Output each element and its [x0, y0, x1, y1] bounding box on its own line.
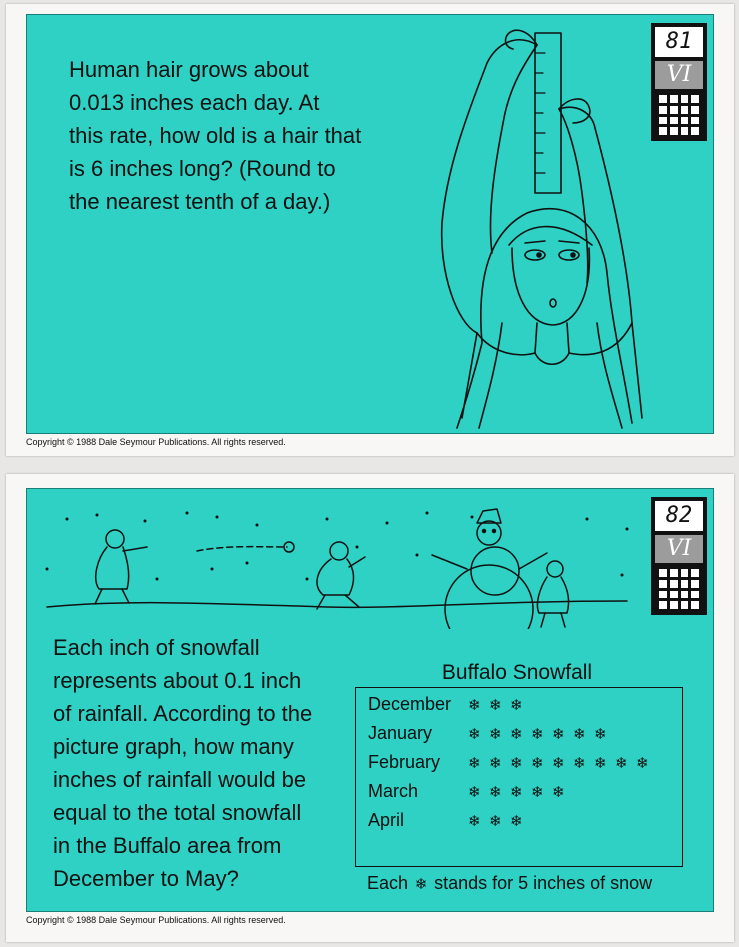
snowflake-icon: ❄ — [468, 755, 481, 772]
snowflake-icon: ❄ — [510, 813, 523, 830]
snowflake-icon: ❄ — [636, 755, 649, 772]
snowflake-icon: ❄ — [489, 697, 502, 714]
snowflake-icon: ❄ — [489, 726, 502, 743]
snowflake-icon: ❄ — [510, 784, 523, 801]
snowflake-icon: ❄ — [414, 876, 428, 893]
copyright-notice: Copyright © 1988 Dale Seymour Publications. All rights reserved. — [26, 915, 286, 925]
graph-snowflakes — [468, 810, 531, 831]
graph-month-label: March — [368, 781, 419, 801]
problem-card-82 — [6, 474, 734, 942]
snowflake-icon: ❄ — [531, 755, 544, 772]
snowflake-icon: ❄ — [531, 784, 544, 801]
snowflake-icon: ❄ — [489, 755, 502, 772]
graph-snowflakes — [468, 723, 615, 744]
card-panel — [26, 14, 714, 434]
snowflake-icon: ❄ — [468, 784, 481, 801]
card-number: 82 — [655, 501, 703, 531]
snowflake-icon: ❄ — [468, 813, 481, 830]
snowflake-icon: ❄ — [552, 784, 565, 801]
problem-card-81 — [6, 4, 734, 456]
question-text: Each inch of snowfall represents about 0.1 inch of rainfall. According to the picture graph, how many inches of rainfall would be equal to the total snowfall in the Buffalo area from December to May? — [53, 635, 313, 891]
picture-graph — [355, 687, 683, 867]
question-text: Human hair grows about 0.013 inches each day. At this rate, how old is a hair that is 6 inches long? (Round to the nearest tenth of a day.) — [69, 57, 362, 214]
card-number-badge — [651, 23, 707, 141]
legend-prefix: Each — [367, 873, 409, 893]
graph-month-label: December — [368, 694, 452, 714]
copyright-notice: Copyright © 1988 Dale Seymour Publications. All rights reserved. — [26, 437, 286, 447]
snowflake-icon: ❄ — [489, 784, 502, 801]
legend-suffix: stands for 5 inches of snow — [434, 873, 653, 893]
card-level: VI — [655, 61, 703, 89]
girl-measuring-hair-illustration — [417, 23, 667, 433]
snowflake-icon: ❄ — [510, 697, 523, 714]
snowflake-icon: ❄ — [594, 755, 607, 772]
calculator-keypad-icon — [659, 95, 699, 135]
graph-month-label: February — [368, 752, 441, 772]
snowball-fight-illustration — [27, 489, 647, 629]
card-level: VI — [655, 535, 703, 563]
snowflake-icon: ❄ — [552, 726, 565, 743]
snowflake-icon: ❄ — [489, 813, 502, 830]
snowflake-icon: ❄ — [615, 755, 628, 772]
card-number-badge — [651, 497, 707, 615]
graph-snowflakes — [468, 752, 657, 773]
graph-snowflakes — [468, 781, 573, 802]
snowflake-icon: ❄ — [468, 726, 481, 743]
snowflake-icon: ❄ — [510, 755, 523, 772]
snowflake-icon: ❄ — [510, 726, 523, 743]
card-number: 81 — [655, 27, 703, 57]
snowflake-icon: ❄ — [531, 726, 544, 743]
calculator-keypad-icon — [659, 569, 699, 609]
graph-snowflakes — [468, 694, 531, 715]
snowflake-icon: ❄ — [594, 726, 607, 743]
snowflake-icon: ❄ — [468, 697, 481, 714]
graph-title: Buffalo Snowfall — [441, 661, 593, 684]
graph-month-label: January — [368, 723, 433, 743]
card-panel — [26, 488, 714, 912]
snowflake-icon: ❄ — [573, 755, 586, 772]
snowflake-icon: ❄ — [552, 755, 565, 772]
graph-legend — [367, 873, 697, 894]
graph-month-label: April — [368, 810, 405, 830]
snowflake-icon: ❄ — [573, 726, 586, 743]
